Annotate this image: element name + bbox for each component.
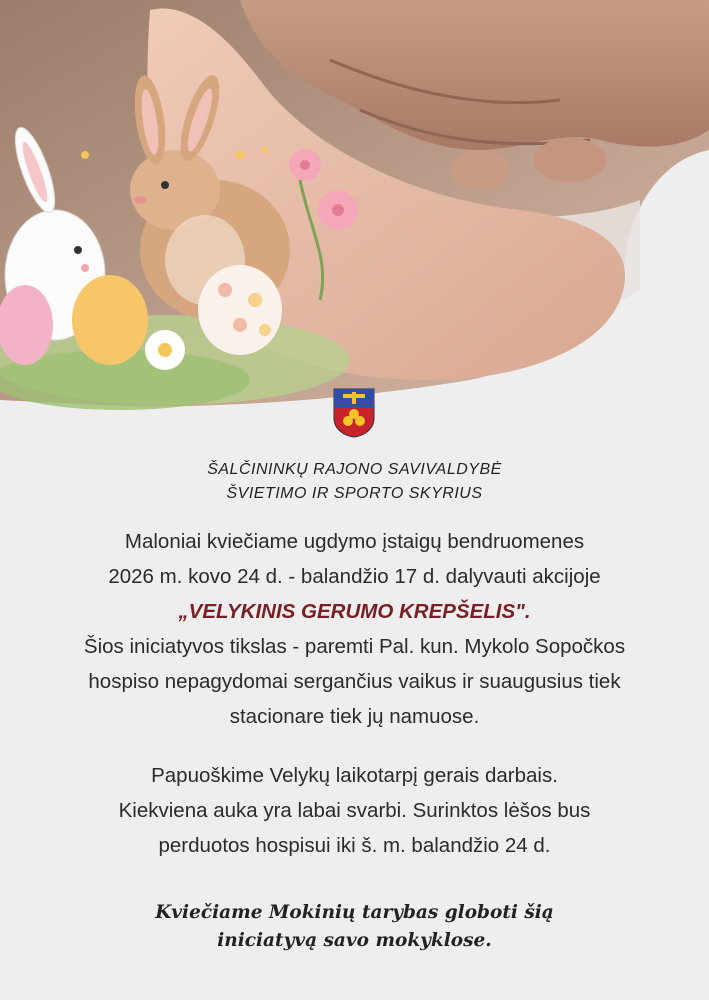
invitation-line: hospiso nepagydomai sergančius vaikus ir suaugusius tiek [88, 670, 621, 693]
invitation-line: stacionare tiek jų namuose. [229, 705, 480, 728]
campaign-name: „VELYKINIS GERUMO KREPŠELIS". [178, 600, 531, 623]
hands-and-bunnies-illustration [0, 0, 709, 420]
invitation-line: Šios iniciatyvos tikslas - paremti Pal. kun. Mykolo Sopočkos [83, 635, 626, 658]
appeal-line: perduotos hospisui iki š. m. balandžio 24 d. [158, 834, 551, 857]
appeal-line: Papuoškime Velykų laikotarpį gerais darbais. [151, 764, 558, 787]
organization-heading [0, 458, 709, 506]
invitation-paragraph [20, 524, 689, 734]
invitation-dates: 2026 m. kovo 24 d. - balandžio 17 d. dalyvauti akcijoje [108, 565, 601, 588]
closing-line: iniciatyvą savo mokyklose. [217, 930, 492, 951]
invitation-line: Maloniai kviečiame ugdymo įstaigų bendruomenes [124, 530, 585, 553]
closing-call-to-action [0, 899, 709, 955]
appeal-paragraph [20, 758, 689, 863]
header-illustration [0, 0, 709, 420]
organization-name: ŠALČININKŲ RAJONO SAVIVALDYBĖ [207, 461, 502, 478]
appeal-line: Kiekviena auka yra labai svarbi. Surinktos lėšos bus [118, 799, 591, 822]
department-name: ŠVIETIMO IR SPORTO SKYRIUS [226, 485, 483, 502]
salcininkai-coat-of-arms-icon [333, 388, 375, 438]
closing-line: Kviečiame Mokinių tarybas globoti šią [155, 902, 554, 923]
